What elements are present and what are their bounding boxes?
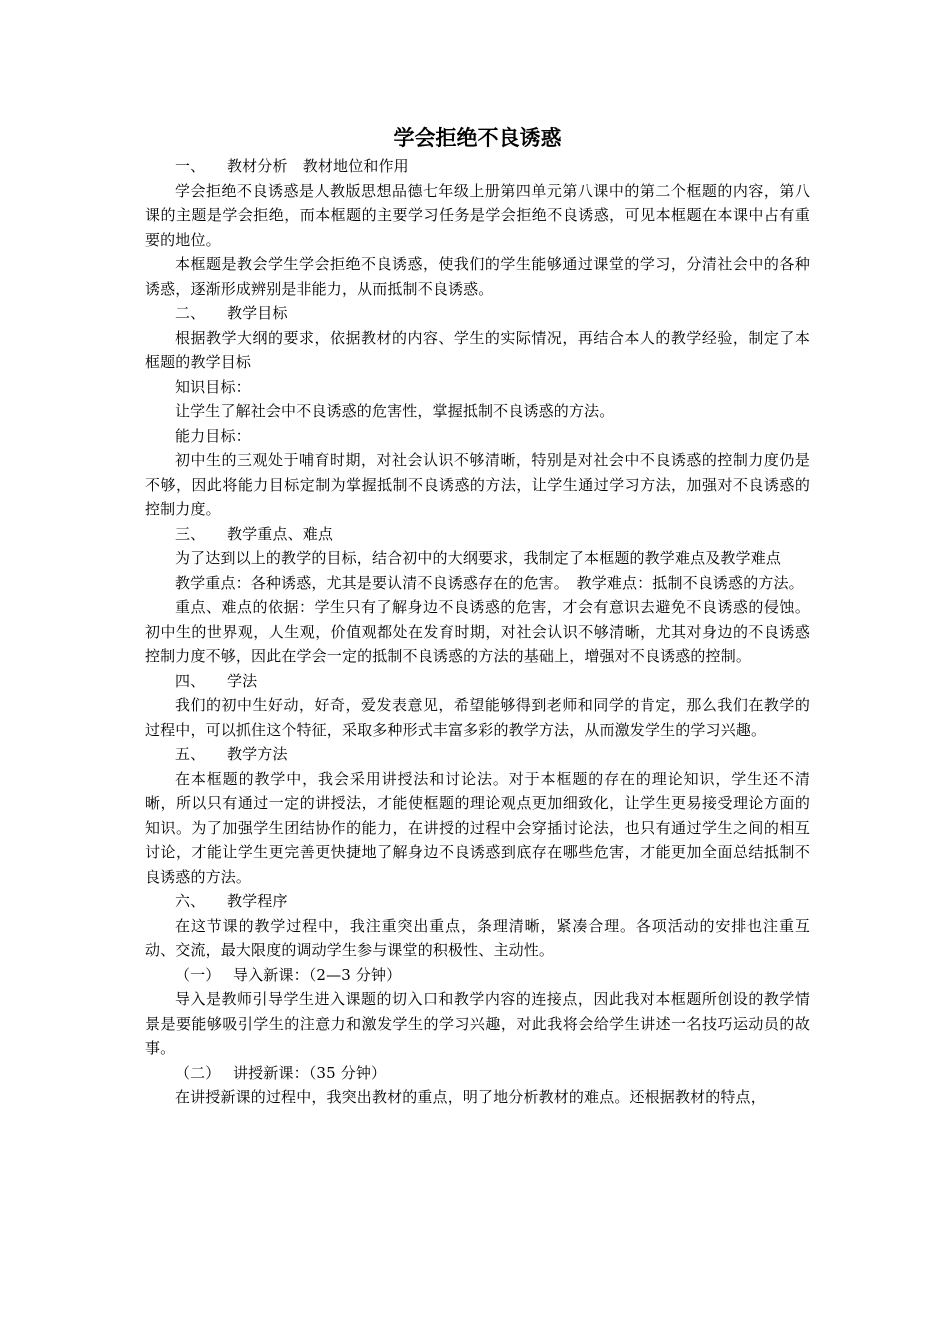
heading-text: 讲授新课：（35 分钟） (233, 1063, 387, 1082)
paragraph: 让学生了解社会中不良诱惑的危害性，掌握抵制不良诱惑的方法。 (175, 402, 615, 420)
heading-number: （一） (175, 965, 221, 984)
heading-text: 导入新课：（2—3 分钟） (233, 965, 402, 984)
paragraph: 能力目标： (175, 426, 251, 445)
heading-text: 学法 (227, 671, 258, 690)
section-heading (145, 522, 810, 547)
paragraph: 学会拒绝不良诱惑是人教版思想品德七年级上册第四单元第八课中的第二个框题的内容，第八课的主题是学会拒绝，而本框题的主要学习任务是学会拒绝不良诱惑，可见本框题在本课中占有重要的地位。 (145, 181, 810, 249)
section-heading (145, 742, 810, 767)
paragraph: 教学重点：各种诱惑，尤其是要认清不良诱惑存在的危害。 教学难点：抵制不良诱惑的方法。 (175, 573, 804, 592)
document-body (145, 154, 810, 1110)
paragraph: 在本框题的教学中，我会采用讲授法和讨论法。对于本框题的存在的理论知识，学生还不清晰，所以只有通过一定的讲授法，才能使框题的理论观点更加细致化，让学生更易接受理论方面的知识。为了加强学生团结协作的能力，在讲授的过程中会穿插讨论法，也只有通过学生之间的相互讨论，才能让学生更完善更快捷地了解身边不良诱惑到底存在哪些危害，才能更加全面总结抵制不良诱惑的方法。 (145, 769, 810, 886)
heading-number: 五、 (175, 745, 206, 763)
section-heading (145, 889, 810, 914)
heading-number: 二、 (175, 304, 206, 322)
heading-number: 六、 (175, 892, 206, 910)
document-page (145, 122, 810, 1110)
paragraph: 根据教学大纲的要求，依据教材的内容、学生的实际情况，再结合本人的教学经验，制定了本框题的教学目标 (145, 328, 810, 371)
document-title: 学会拒绝不良诱惑 (393, 126, 562, 150)
section-heading (145, 301, 810, 326)
heading-text: 教材分析 教材地位和作用 (227, 157, 409, 175)
section-heading (145, 154, 810, 179)
paragraph: 我们的初中生好动，好奇，爱发表意见，希望能够得到老师和同学的肯定，那么我们在教学的过程中，可以抓住这个特征，采取多种形式丰富多彩的教学方法，从而激发学生的学习兴趣。 (145, 696, 810, 739)
paragraph: 重点、难点的依据：学生只有了解身边不良诱惑的危害，才会有意识去避免不良诱惑的侵蚀。初中生的世界观，人生观，价值观都处在发育时期，对社会认识不够清晰，尤其对身边的不良诱惑控制力度不够，因此在学会一定的抵制不良诱惑的方法的基础上，增强对不良诱惑的控制。 (145, 598, 810, 665)
heading-text: 教学方法 (227, 745, 288, 763)
heading-text: 教学重点、难点 (227, 524, 334, 543)
heading-number: 一、 (175, 157, 206, 175)
heading-text: 教学目标 (227, 304, 288, 322)
subsection-heading (145, 963, 810, 988)
paragraph: 在这节课的教学过程中，我注重突出重点，条理清晰，紧凑合理。各项活动的安排也注重互动、交流，最大限度的调动学生参与课堂的积极性、主动性。 (145, 916, 810, 959)
paragraph: 在讲授新课的过程中，我突出教材的重点，明了地分析教材的难点。还根据教材的特点， (175, 1088, 766, 1106)
heading-number: 四、 (175, 671, 206, 690)
section-heading (145, 669, 810, 694)
paragraph: 为了达到以上的教学的目标，结合初中的大纲要求，我制定了本框题的教学难点及教学难点 (175, 549, 782, 567)
heading-number: （二） (175, 1063, 221, 1082)
paragraph: 导入是教师引导学生进入课题的切入口和教学内容的连接点，因此我对本框题所创设的教学情景是要能够吸引学生的注意力和激发学生的学习兴趣，对此我将会给学生讲述一名技巧运动员的故事。 (145, 990, 810, 1057)
heading-number: 三、 (175, 524, 206, 543)
paragraph: 本框题是教会学生学会拒绝不良诱惑，使我们的学生能够通过课堂的学习，分清社会中的各种诱惑，逐渐形成辨别是非能力，从而抵制不良诱惑。 (145, 255, 810, 298)
heading-text: 教学程序 (227, 892, 288, 910)
subsection-heading (145, 1061, 810, 1086)
paragraph: 初中生的三观处于哺育时期，对社会认识不够清晰，特别是对社会中不良诱惑的控制力度仍是不够，因此将能力目标定制为掌握抵制不良诱惑的方法，让学生通过学习方法，加强对不良诱惑的控制力度。 (145, 451, 810, 518)
paragraph: 知识目标： (175, 377, 251, 396)
